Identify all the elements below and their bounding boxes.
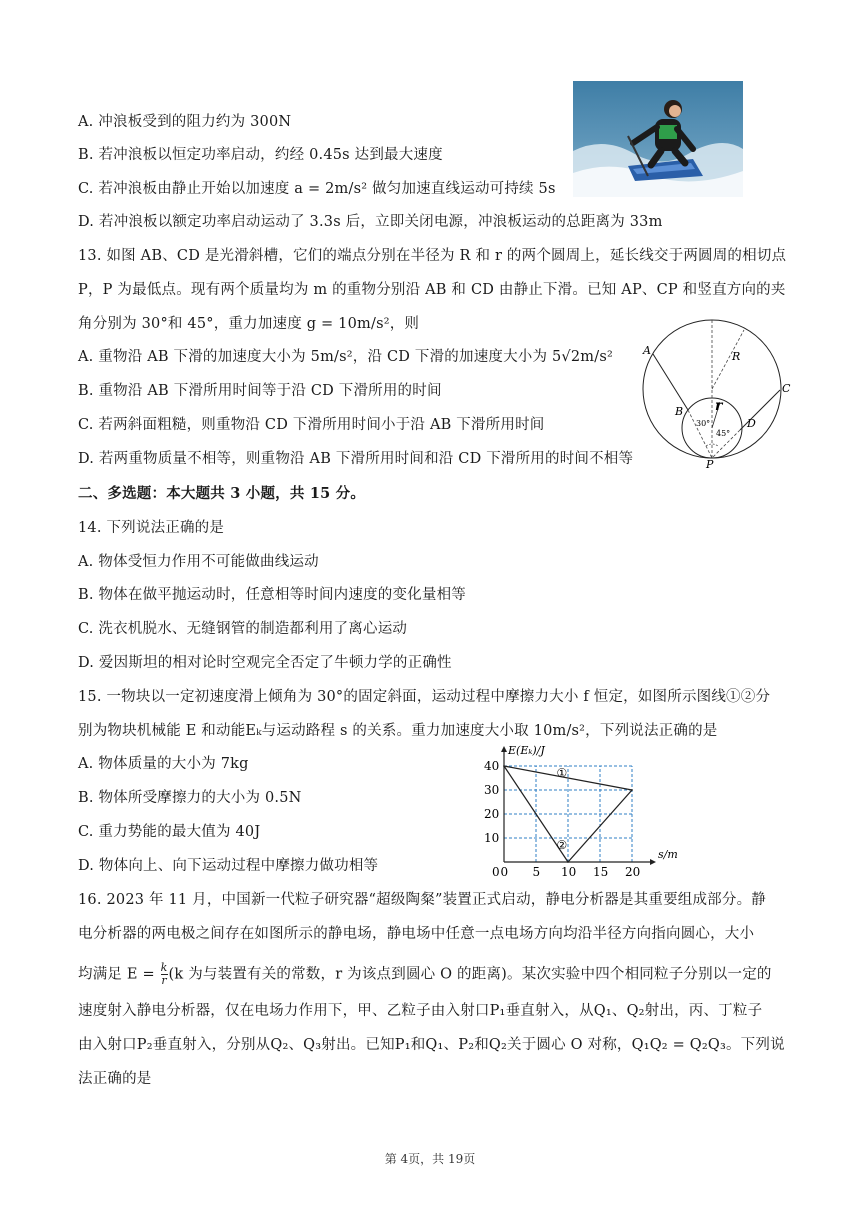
q13-option-a: A. 重物沿 AB 下滑的加速度大小为 5m/s²，沿 CD 下滑的加速度大小为 5√2m/s²: [78, 349, 613, 365]
q15-option-b: B. 物体所受摩擦力的大小为 0.5N: [78, 790, 302, 806]
q13-stem-line3: 角分别为 30°和 45°，重力加速度 g = 10m/s²，则: [78, 316, 420, 332]
chart-x-tick-label: 0: [500, 865, 509, 878]
q15-stem-line2: 别为物块机械能 E 和动能Eₖ与运动路程 s 的关系。重力加速度大小取 10m/s²，下列说法正确的是: [78, 723, 718, 739]
q16-line6: 法正确的是: [78, 1071, 152, 1087]
q15-stem-line1: 15. 一物块以一定初速度滑上倾角为 30°的固定斜面，运动过程中摩擦力大小 f 恒定，如图所示图线①②分: [78, 689, 771, 705]
chart-series-point: [503, 765, 505, 767]
q14-option-b: B. 物体在做平抛运动时，任意相等时间内速度的变化量相等: [78, 587, 466, 603]
q13-label-b: B: [675, 405, 684, 418]
chart-series-point: [631, 789, 633, 791]
q15-energy-chart: [470, 742, 710, 878]
q13-label-c: C: [782, 382, 791, 395]
surfboard-photo: [573, 81, 743, 197]
chart-x-axis-label: s/m: [658, 848, 678, 861]
q13-label-big-r: R: [732, 350, 741, 363]
q16-line2: 电分析器的两电极之间存在如图所示的静电场，静电场中任意一点电场方向均沿半径方向指向圆心，大小: [78, 926, 755, 942]
q12-option-c: C. 若冲浪板由静止开始以加速度 a = 2m/s² 做匀加速直线运动可持续 5s: [78, 181, 556, 197]
q15-option-d: D. 物体向上、向下运动过程中摩擦力做功相等: [78, 858, 379, 874]
q15-option-c: C. 重力势能的最大值为 40J: [78, 824, 261, 840]
chart-x-tick-label: 5: [532, 865, 541, 878]
q16-line4: 速度射入静电分析器，仅在电场力作用下，甲、乙粒子由入射口P₁垂直射入，从Q₁、Q₂射出，丙、丁粒子: [78, 1003, 763, 1019]
q13-label-d: D: [747, 417, 756, 430]
chart-series-label-1: ①: [556, 766, 568, 781]
q13-circle-figure: [636, 318, 794, 476]
q14-option-d: D. 爱因斯坦的相对论时空观完全否定了牛顿力学的正确性: [78, 655, 452, 671]
q16-line1: 16. 2023 年 11 月，中国新一代粒子研究器“超级陶粲”装置正式启动，静电分析器是其重要组成部分。静: [78, 892, 766, 908]
q13-option-d: D. 若两重物质量不相等，则重物沿 AB 下滑所用时间和沿 CD 下滑所用的时间不相等: [78, 451, 634, 467]
q16-line3-post: (k 为与装置有关的常数，r 为该点到圆心 O 的距离)。某次实验中四个相同粒子分别以一定的: [168, 966, 772, 983]
q14-option-c: C. 洗衣机脱水、无缝钢管的制造都利用了离心运动: [78, 621, 408, 637]
chart-x-tick-label: 10: [561, 865, 577, 878]
q12-option-d: D. 若冲浪板以额定功率启动运动了 3.3s 后，立即关闭电源，冲浪板运动的总距离为 33m: [78, 214, 663, 230]
section-heading-multi-choice: 二、多选题：本大题共 3 小题，共 15 分。: [78, 485, 366, 502]
q16-line3: [78, 962, 772, 987]
chart-x-tick-label: 15: [593, 865, 609, 878]
chart-y-tick-label: 30: [484, 783, 500, 797]
chart-y-tick-label: 10: [484, 831, 500, 845]
q16-line3-pre: 均满足 E =: [78, 966, 160, 983]
q14-stem: 14. 下列说法正确的是: [78, 520, 225, 536]
q13-angle-30: 30°: [696, 419, 711, 428]
q12-option-a: A. 冲浪板受到的阻力约为 300N: [78, 114, 292, 130]
q13-stem-line1: 13. 如图 AB、CD 是光滑斜槽，它们的端点分别在半径为 R 和 r 的两个圆周上，延长线交于两圆周的相切点: [78, 248, 787, 264]
page-footer: 第 4页，共 19页: [384, 1152, 476, 1166]
chart-axes: [501, 746, 656, 865]
chart-y-tick-label: 20: [484, 807, 500, 821]
q16-fraction-den: r: [161, 974, 167, 987]
q13-label-p: P: [706, 458, 714, 471]
q14-option-a: A. 物体受恒力作用不可能做曲线运动: [78, 554, 319, 570]
q16-fraction-num: k: [160, 961, 168, 974]
q13-option-b: B. 重物沿 AB 下滑所用时间等于沿 CD 下滑所用的时间: [78, 383, 442, 399]
q13-angle-45: 45°: [716, 429, 731, 438]
q12-option-b: B. 若冲浪板以恒定功率启动，约经 0.45s 达到最大速度: [78, 147, 443, 163]
chart-series-point: [567, 861, 569, 863]
q13-label-a: A: [643, 344, 651, 357]
q15-option-a: A. 物体质量的大小为 7kg: [78, 756, 249, 772]
chart-x-tick-label: 20: [625, 865, 641, 878]
chart-y-tick-label: 40: [484, 759, 500, 773]
q13-option-c: C. 若两斜面粗糙，则重物沿 CD 下滑所用时间小于沿 AB 下滑所用时间: [78, 417, 545, 433]
chart-grid: [504, 766, 632, 862]
chart-origin-label: 0: [492, 865, 500, 878]
q16-line5: 由入射口P₂垂直射入，分别从Q₂、Q₃射出。已知P₁和Q₁、P₂和Q₂关于圆心 O 对称，Q₁Q₂ = Q₂Q₃。下列说: [78, 1037, 785, 1053]
q13-stem-line2: P，P 为最低点。现有两个质量均为 m 的重物分别沿 AB 和 CD 由静止下滑。已知 AP、CP 和竖直方向的夹: [78, 282, 786, 298]
chart-y-axis-label: E(Eₖ)/J: [508, 744, 545, 757]
q16-fraction: [161, 962, 168, 987]
q13-label-small-r: r: [715, 398, 723, 414]
chart-series-label-2: ②: [556, 838, 568, 853]
